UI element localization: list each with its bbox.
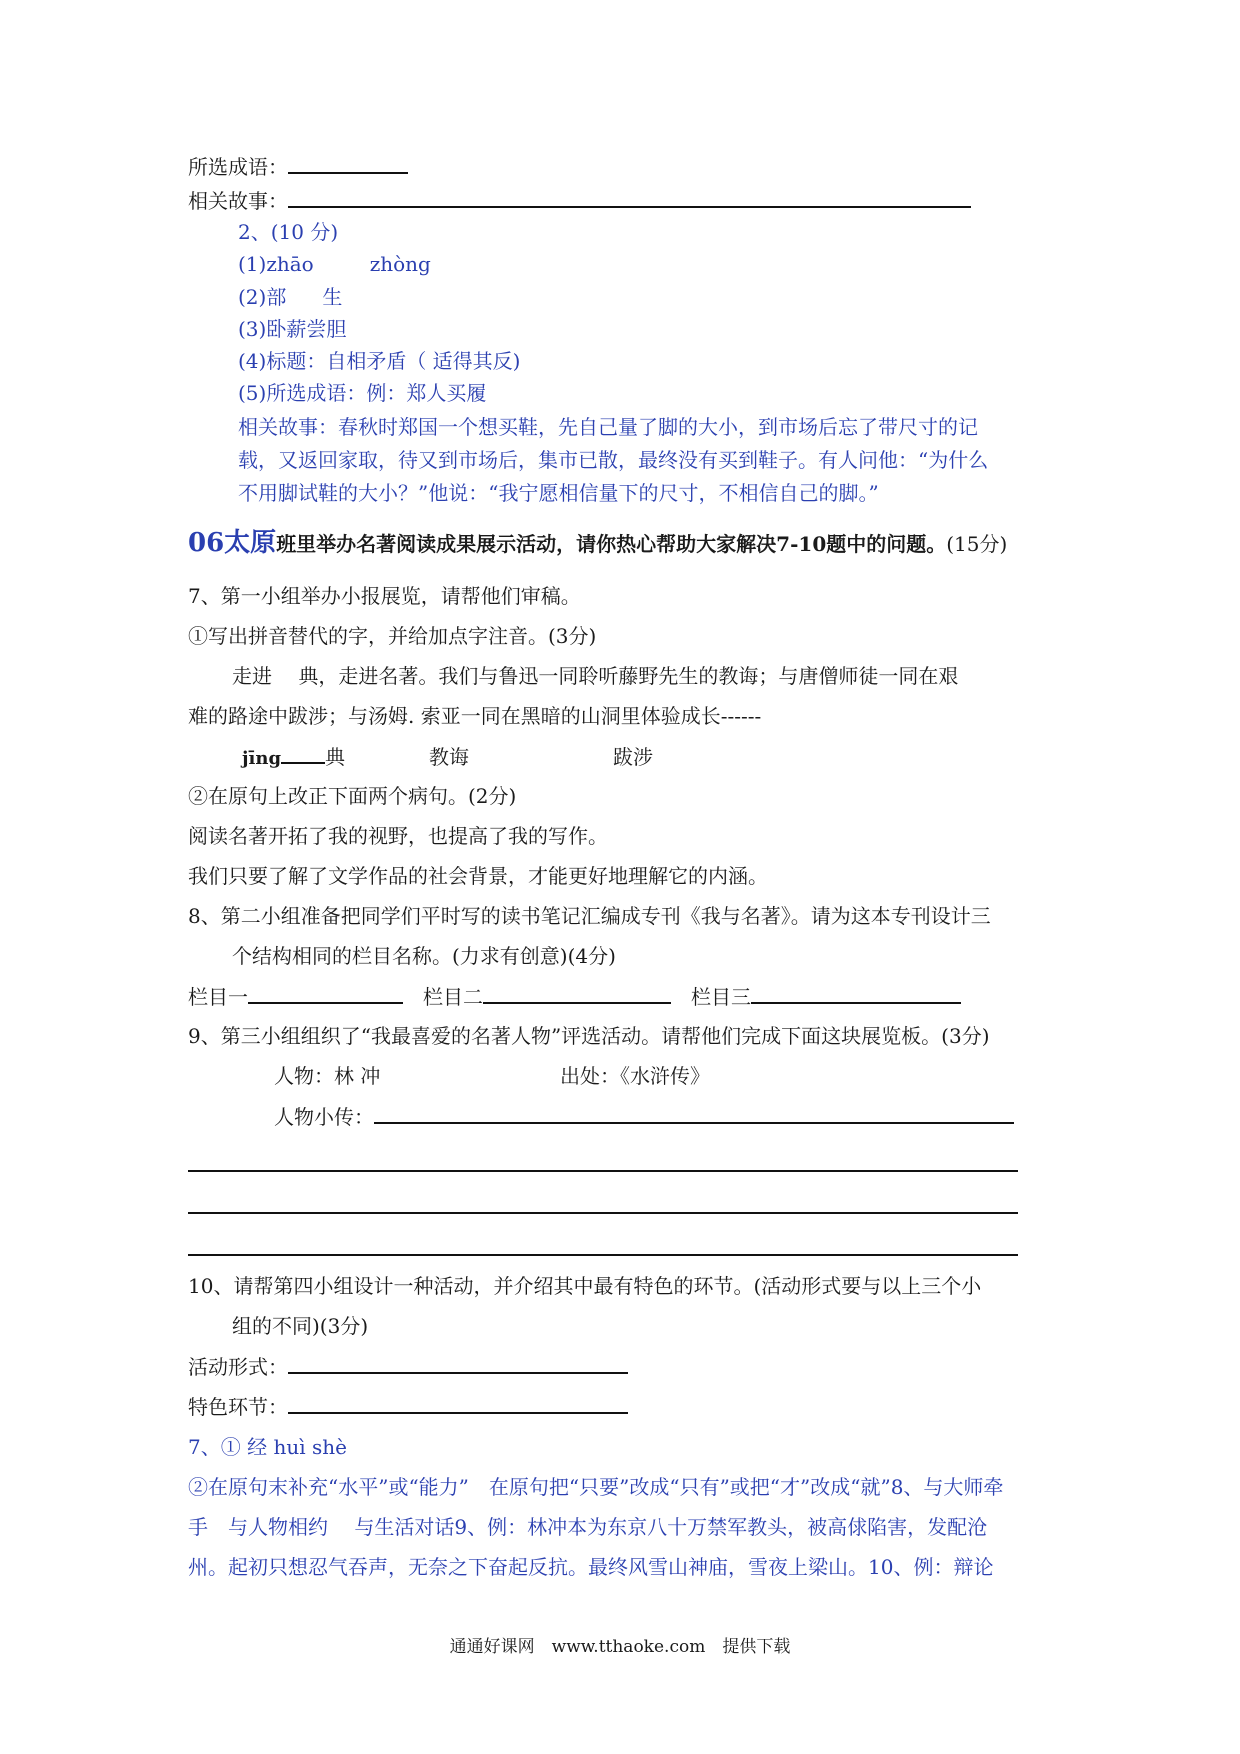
q9-bio-row	[274, 1102, 1014, 1131]
q7-word-jiaohui: 教诲	[429, 745, 470, 769]
q10-line-2: 组的不同)(3分)	[232, 1314, 369, 1338]
q8-line-2: 个结构相同的栏目名称。(力求有创意)(4分)	[232, 944, 616, 968]
q8-columns-row	[188, 982, 961, 1011]
q7-paragraph-line-2: 难的路途中跋涉；与汤姆. 索亚一同在黑暗的山洞里体验成长------	[188, 704, 762, 728]
q7-jing-blank[interactable]	[281, 742, 325, 764]
answer-q2-1-a: (1)zhāo	[238, 252, 314, 276]
q9-bio-label: 人物小传：	[274, 1105, 374, 1129]
answer-q2-2-b: 生	[322, 285, 343, 309]
q9-line-1: 9、第三小组组织了“我最喜爱的名著人物”评选活动。请帮他们完成下面这块展览板。(3分)	[188, 1024, 990, 1048]
answer-q2-header: 2、(10 分)	[238, 220, 339, 244]
answer-line-1: ②在原句末补充“水平”或“能力” 在原句把“只要”改成“只有”或把“才”改成“就”8、与大师牵	[188, 1475, 1004, 1499]
answer-story-line-1: 相关故事：春秋时郑国一个想买鞋，先自己量了脚的大小，到市场后忘了带尺寸的记	[238, 415, 978, 439]
q10-feature-blank[interactable]	[288, 1392, 628, 1414]
q9-person: 人物：林 冲	[274, 1064, 381, 1088]
q7-title: 7、第一小组举办小报展览，请帮他们审稿。	[188, 584, 581, 608]
answer-story-line-3: 不用脚试鞋的大小？”他说：“我宁愿相信量下的尺寸，不相信自己的脚。”	[238, 481, 879, 505]
q7-dian: 典	[325, 745, 346, 769]
q7-sentence-2: 我们只要了解了文学作品的社会背景，才能更好地理解它的内涵。	[188, 864, 768, 888]
q10-feature-label: 特色环节：	[188, 1395, 288, 1419]
related-story-row	[188, 186, 971, 215]
selected-idiom-label: 所选成语：	[188, 155, 288, 179]
answer-line-3: 州。起初只想忍气吞声，无奈之下奋起反抗。最终风雪山神庙，雪夜上梁山。10、例：辩论	[188, 1555, 994, 1579]
section-heading-text: 班里举办名著阅读成果展示活动，请你热心帮助大家解决7-10题中的问题。	[276, 532, 947, 556]
q8-col1-blank[interactable]	[248, 982, 403, 1004]
answer-q2-1-b: zhòng	[369, 252, 431, 276]
section-score: (15分)	[946, 532, 1008, 556]
q10-feature-row	[188, 1392, 628, 1421]
q8-col1-label: 栏目一	[188, 985, 248, 1009]
q8-col3-label: 栏目三	[691, 985, 751, 1009]
q7-sub1: ①写出拼音替代的字，并给加点字注音。(3分)	[188, 624, 597, 648]
answer-q2-2-a: (2)部	[238, 285, 287, 309]
section-heading	[188, 526, 1007, 561]
q10-form-row	[188, 1352, 628, 1381]
q9-bio-blank-3[interactable]	[188, 1212, 1018, 1214]
q7-jing-pinyin: jīng	[242, 748, 282, 769]
q7-word-bashe: 跋涉	[613, 745, 654, 769]
answer-q2-3: (3)卧薪尝胆	[238, 317, 347, 341]
q7-sub2: ②在原句上改正下面两个病句。(2分)	[188, 784, 517, 808]
answer-q2-5: (5)所选成语：例：郑人买履	[238, 381, 487, 405]
q8-col2-label: 栏目二	[423, 985, 483, 1009]
q9-bio-blank-1[interactable]	[374, 1102, 1014, 1124]
selected-idiom-blank[interactable]	[288, 152, 408, 174]
selected-idiom-row	[188, 152, 408, 181]
related-story-label: 相关故事：	[188, 189, 288, 213]
q9-bio-blank-2[interactable]	[188, 1170, 1018, 1172]
q10-form-label: 活动形式：	[188, 1355, 288, 1379]
answer-story-line-2: 载，又返回家取，待又到市场后，集市已散，最终没有买到鞋子。有人问他：“为什么	[238, 448, 989, 472]
answer-q2-4: (4)标题：自相矛盾（ 适得其反)	[238, 349, 521, 373]
q7-sentence-1: 阅读名著开拓了我的视野，也提高了我的写作。	[188, 824, 608, 848]
q7-paragraph-line-1: 走进 典，走进名著。我们与鲁迅一同聆听藤野先生的教诲；与唐僧师徒一同在艰	[232, 664, 959, 688]
answer-q2-1	[238, 250, 431, 278]
answer-q7: 7、① 经 huì shè	[188, 1435, 347, 1459]
answer-q2-2	[238, 283, 342, 311]
section-tag: 06太原	[188, 528, 277, 558]
q10-form-blank[interactable]	[288, 1352, 628, 1374]
q8-col2-blank[interactable]	[483, 982, 671, 1004]
q10-line-1: 10、请帮第四小组设计一种活动，并介绍其中最有特色的环节。(活动形式要与以上三个小	[188, 1274, 982, 1298]
q8-line-1: 8、第二小组准备把同学们平时写的读书笔记汇编成专刊《我与名著》。请为这本专刊设计三	[188, 904, 991, 928]
q9-bio-blank-4[interactable]	[188, 1254, 1018, 1256]
answer-line-2: 手 与人物相约 与生活对话9、例：林冲本为东京八十万禁军教头，被高俅陷害，发配沧	[188, 1515, 988, 1539]
q9-source: 出处：《水浒传》	[560, 1064, 710, 1088]
related-story-blank[interactable]	[288, 186, 971, 208]
q7-answer-row	[242, 742, 653, 773]
page-footer: 通通好课网 www.tthaoke.com 提供下载	[449, 1637, 791, 1657]
q8-col3-blank[interactable]	[751, 982, 961, 1004]
